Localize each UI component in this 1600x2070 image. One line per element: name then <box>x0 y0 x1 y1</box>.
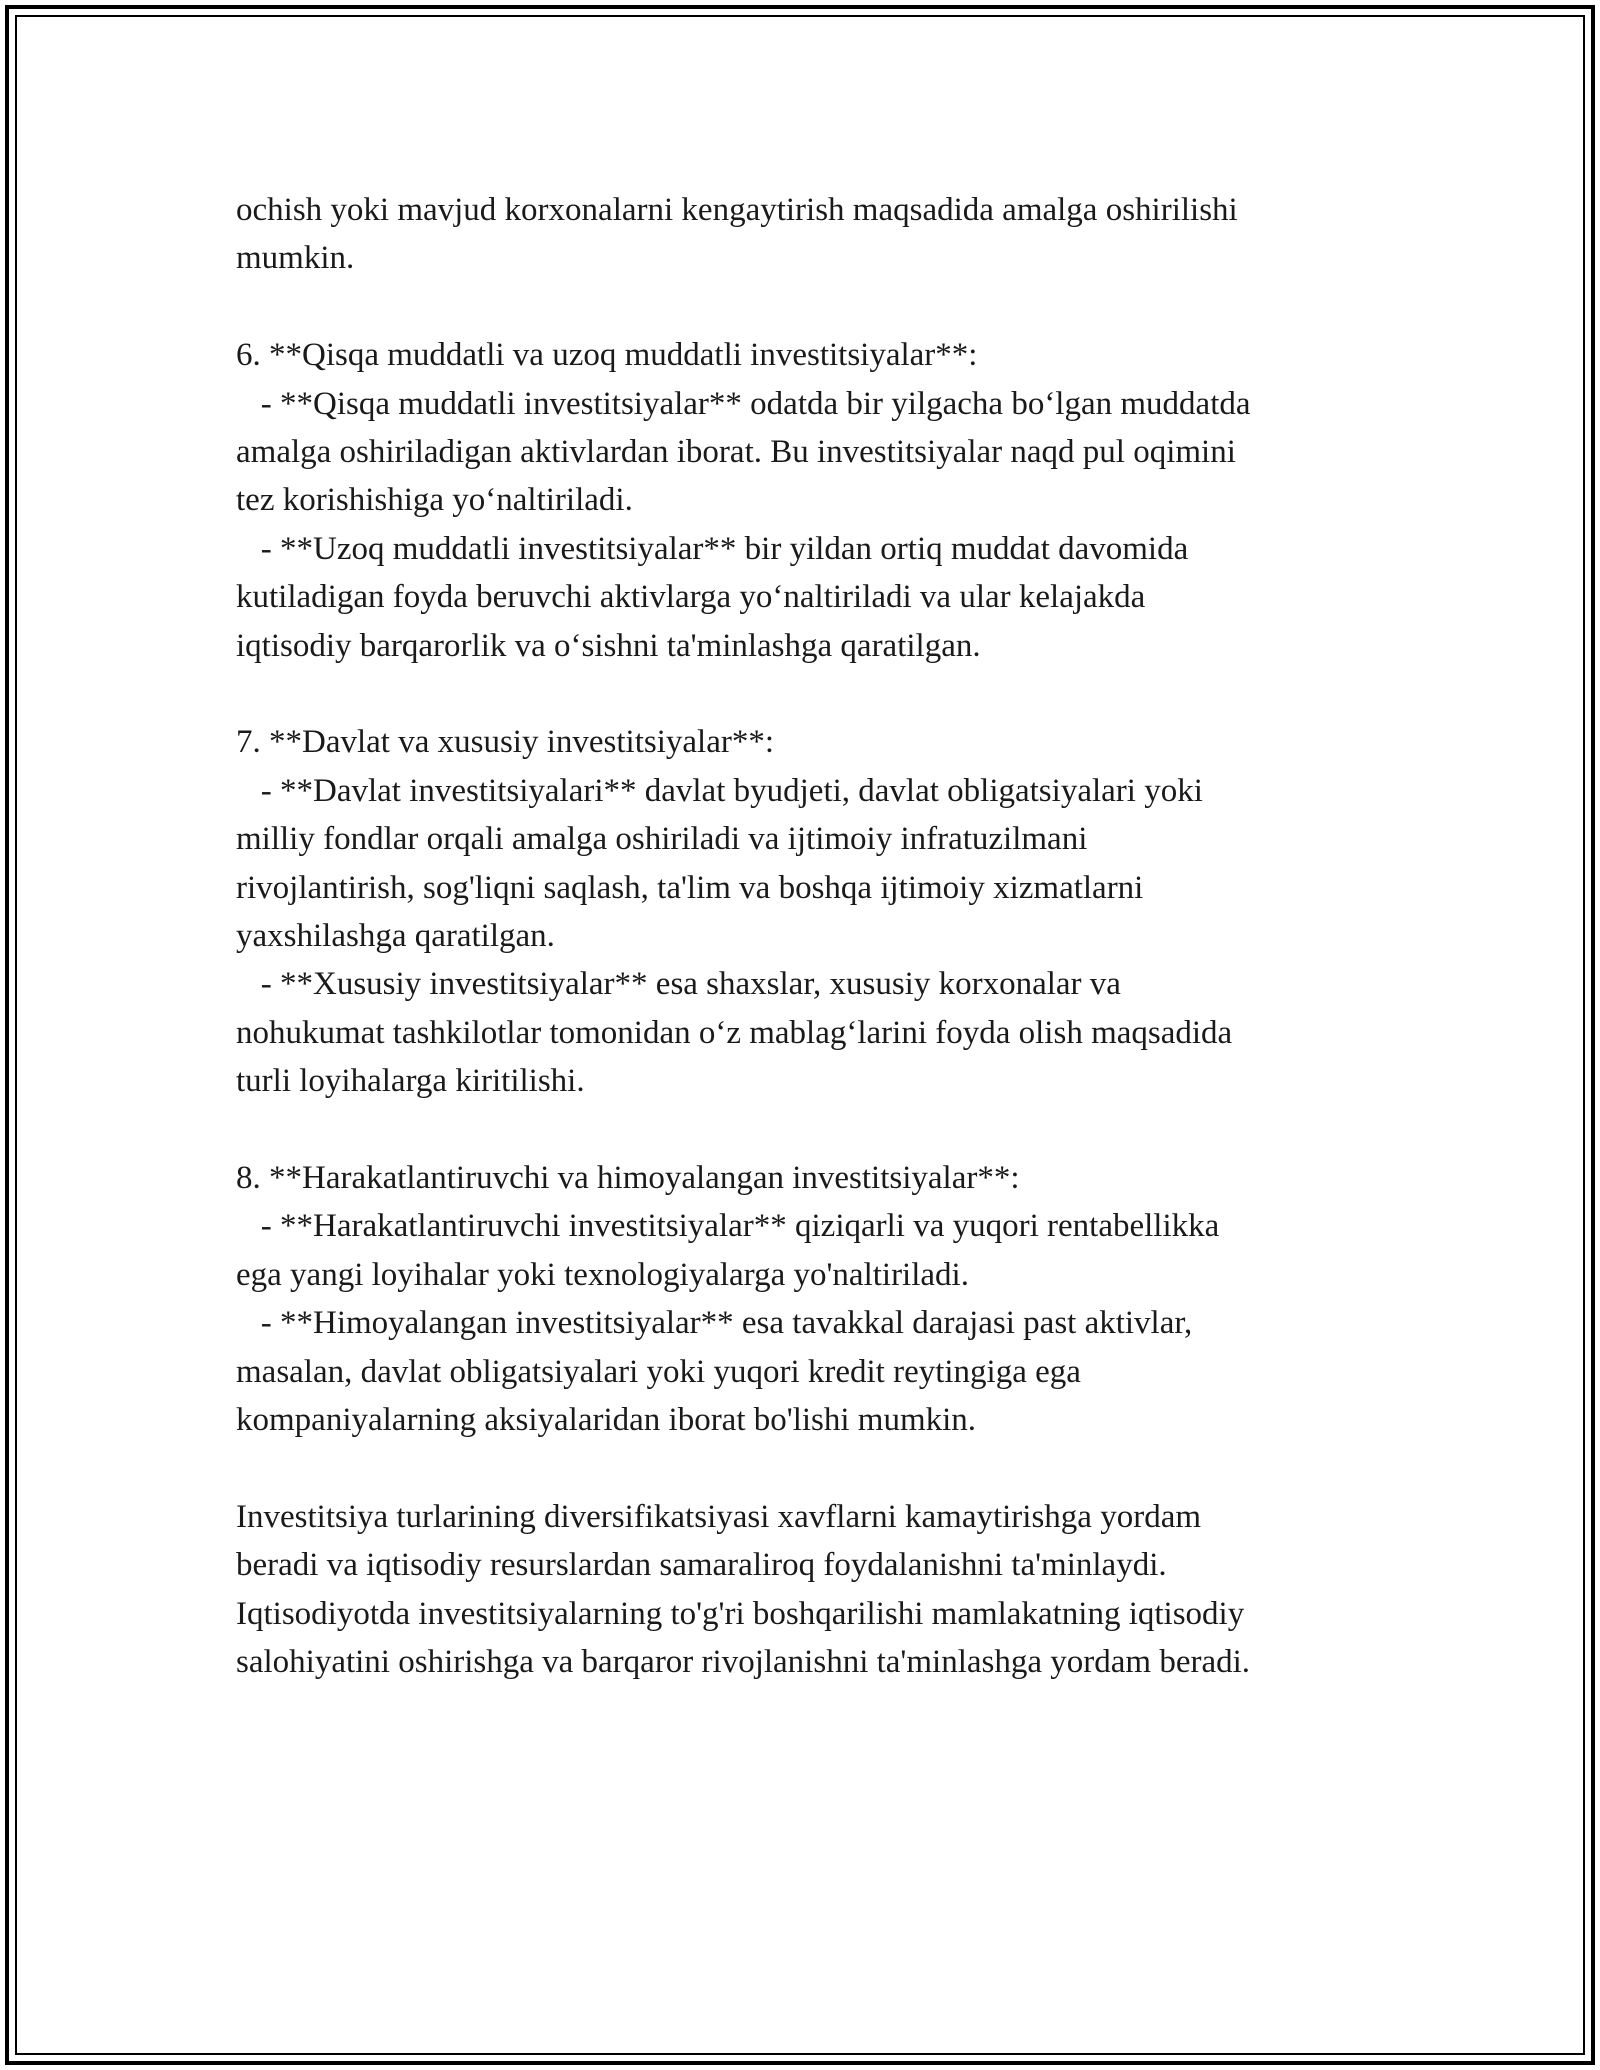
text-line: turli loyihalarga kiritilishi. <box>236 1063 585 1100</box>
text-line: salohiyatini oshirishga va barqaror rivojlanishni ta'minlashga yordam beradi. <box>236 1644 1251 1681</box>
text-line: masalan, davlat obligatsiyalari yoki yuqori kredit reytingiga ega <box>236 1353 1081 1390</box>
text-line: rivojlantirish, sog'liqni saqlash, ta'lim va boshqa ijtimoiy xizmatlarni <box>236 869 1144 906</box>
text-line: - **Xususiy investitsiyalar** esa shaxslar, xususiy korxonalar va <box>236 966 1121 1003</box>
paragraph-spacer <box>236 1445 1386 1493</box>
section-7 <box>236 718 1386 1105</box>
section-6 <box>236 331 1386 670</box>
section-heading: 7. **Davlat va xususiy investitsiyalar**: <box>236 724 775 761</box>
paragraph-spacer <box>236 1106 1386 1154</box>
paragraph-spacer <box>236 283 1386 331</box>
document-body <box>236 186 1386 1687</box>
text-line: - **Uzoq muddatli investitsiyalar** bir yildan ortiq muddat davomida <box>236 530 1189 567</box>
text-line: iqtisodiy barqarorlik va o‘sishni ta'minlashga qaratilgan. <box>236 627 981 664</box>
paragraph-spacer <box>236 670 1386 718</box>
text-line: beradi va iqtisodiy resurslardan samaraliroq foydalanishni ta'minlaydi. <box>236 1547 1167 1584</box>
section-8 <box>236 1154 1386 1444</box>
text-line: milliy fondlar orqali amalga oshiriladi va ijtimoiy infratuzilmani <box>236 821 1088 858</box>
text-line: ega yangi loyihalar yoki texnologiyalarga yo'naltiriladi. <box>236 1256 969 1293</box>
paragraph-conclusion <box>236 1493 1386 1687</box>
text-line: tez korishishiga yo‘naltiriladi. <box>236 482 633 519</box>
text-line: - **Davlat investitsiyalari** davlat byudjeti, davlat obligatsiyalari yoki <box>236 772 1203 809</box>
text-line: yaxshilashga qaratilgan. <box>236 918 555 955</box>
paragraph-intro-continuation <box>236 186 1386 283</box>
text-line: - **Harakatlantiruvchi investitsiyalar** qiziqarli va yuqori rentabellikka <box>236 1208 1220 1245</box>
text-line: mumkin. <box>236 240 355 277</box>
text-line: ochish yoki mavjud korxonalarni kengaytirish maqsadida amalga oshirilishi <box>236 192 1238 228</box>
section-heading: 8. **Harakatlantiruvchi va himoyalangan investitsiyalar**: <box>236 1160 1020 1197</box>
section-heading: 6. **Qisqa muddatli va uzoq muddatli investitsiyalar**: <box>236 337 978 374</box>
text-line: Iqtisodiyotda investitsiyalarning to'g'ri boshqarilishi mamlakatning iqtisodiy <box>236 1595 1245 1632</box>
text-line: amalga oshiriladigan aktivlardan iborat. Bu investitsiyalar naqd pul oqimini <box>236 434 1236 471</box>
text-line: nohukumat tashkilotlar tomonidan o‘z mablag‘larini foyda olish maqsadida <box>236 1014 1233 1051</box>
text-line: - **Qisqa muddatli investitsiyalar** odatda bir yilgacha bo‘lgan muddatda <box>236 385 1251 422</box>
text-line: kompaniyalarning aksiyalaridan iborat bo'lishi mumkin. <box>236 1402 977 1439</box>
text-line: kutiladigan foyda beruvchi aktivlarga yo‘naltiriladi va ular kelajakda <box>236 579 1146 616</box>
text-line: Investitsiya turlarining diversifikatsiyasi xavflarni kamaytirishga yordam <box>236 1498 1202 1535</box>
text-line: - **Himoyalangan investitsiyalar** esa tavakkal darajasi past aktivlar, <box>236 1305 1193 1342</box>
